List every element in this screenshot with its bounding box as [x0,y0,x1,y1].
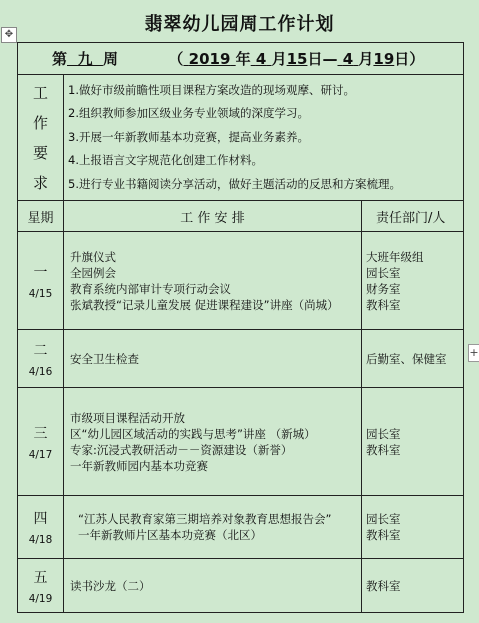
header-day: 星期 [18,201,64,232]
table-row-wednesday [18,388,464,496]
day-name: 五 [33,569,48,586]
tasks-cell [64,559,362,613]
dept-item: 教科室 [366,442,401,457]
task-item: 市级项目课程活动开放 [70,410,185,425]
day-cell [18,559,64,613]
day-cell [18,496,64,559]
tasks-cell [64,496,362,559]
task-item: 教育系统内部审计专项行动会议 [70,281,231,296]
day-name: 四 [33,511,48,527]
header-work: 工 作 安 排 [64,201,362,232]
year-unit: 年 [235,50,251,68]
requirement-item: 2.组织教师参加区级业务专业领域的深度学习。 [68,106,309,121]
dept-item: 教科室 [366,297,401,312]
day-date: 4/18 [28,534,53,546]
task-item: 升旗仪式 [70,249,116,264]
table-row-monday [18,232,464,330]
requirements-label [18,75,64,201]
requirement-item: 4.上报语言文字规范化创建工作材料。 [68,153,263,168]
week-row [18,43,464,75]
start-day: 15 [286,50,308,68]
task-item: 读书沙龙（二） [70,578,151,593]
day-date: 4/15 [28,287,53,300]
add-column-icon[interactable]: + [468,344,479,362]
header-dept: 责任部门/人 [362,201,464,232]
dept-cell [362,388,464,496]
week-cell [18,43,464,75]
open-paren: （ [168,50,184,68]
dept-item: 园长室 [366,512,401,526]
task-item: 张斌教授“记录儿童发展 促进课程建设”讲座（尚城） [70,297,339,312]
week-year: 2019 [188,50,231,68]
dept-item: 教科室 [366,528,401,542]
day-date: 4/16 [28,365,53,378]
end-day: 19 [373,50,395,68]
dept-item: 教科室 [366,578,401,593]
requirements-row [18,75,464,201]
req-label-char: 工 [32,83,48,102]
tasks-cell [64,232,362,330]
day-name: 三 [33,425,48,442]
task-item: 专家:沉浸式教研活动－－资源建设（新誉） [70,442,293,457]
requirement-item: 1.做好市级前瞻性项目课程方案改造的现场观摩、研讨。 [68,82,355,97]
requirement-item: 5.进行专业书籍阅读分享活动，做好主题活动的反思和方案梳理。 [68,176,401,191]
dept-item: 园长室 [366,265,401,280]
day-date: 4/19 [28,592,53,605]
tasks-cell [64,388,362,496]
dept-item: 大班年级组 [366,249,424,264]
start-month: 4 [255,50,267,68]
req-label-char: 作 [32,113,48,132]
req-label-char: 要 [32,143,48,162]
weekly-plan-table [17,42,464,613]
page-title: 翡翠幼儿园周工作计划 [144,14,335,35]
week-number: 九 [77,50,93,68]
task-item: 全园例会 [70,265,116,280]
day-cell [18,388,64,496]
table-row-friday [18,559,464,613]
start-month-unit: 月 [271,50,287,68]
day-name: 一 [33,264,48,281]
dept-cell [362,232,464,330]
week-prefix: 第 [52,50,68,68]
task-item: 安全卫生检查 [70,351,139,366]
day-date: 4/17 [28,448,53,461]
end-month-unit: 月 [358,50,374,68]
day-cell [18,330,64,388]
start-day-unit: 日— [307,50,338,68]
day-name: 二 [33,342,48,359]
requirement-item: 3.开展一年新教师基本功竞赛，提高业务素养。 [68,129,309,144]
end-day-unit: 日 [394,50,410,68]
table-row-tuesday [18,330,464,388]
dept-item: 园长室 [366,426,401,441]
close-paren: ） [409,50,425,68]
task-item: 一年新教师片区基本功竞赛（北区） [78,528,262,542]
task-item: 区“幼儿园区域活动的实践与思考”讲座 （新城） [70,426,316,441]
dept-cell [362,559,464,613]
week-suffix: 周 [102,50,118,68]
tasks-cell [64,330,362,388]
req-label-char: 求 [32,173,48,192]
table-row-thursday [18,496,464,559]
table-move-handle-icon[interactable]: ✥ [1,27,17,43]
day-cell [18,232,64,330]
task-item: 一年新教师园内基本功竞赛 [70,458,208,473]
dept-cell [362,496,464,559]
dept-item: 财务室 [366,281,401,296]
dept-item: 后勤室、保健室 [366,351,447,366]
end-month: 4 [342,50,354,68]
task-item: “江苏人民教育家第三期培养对象教育思想报告会” [78,512,332,526]
column-header-row [18,201,464,232]
requirements-list [64,75,464,201]
dept-cell [362,330,464,388]
